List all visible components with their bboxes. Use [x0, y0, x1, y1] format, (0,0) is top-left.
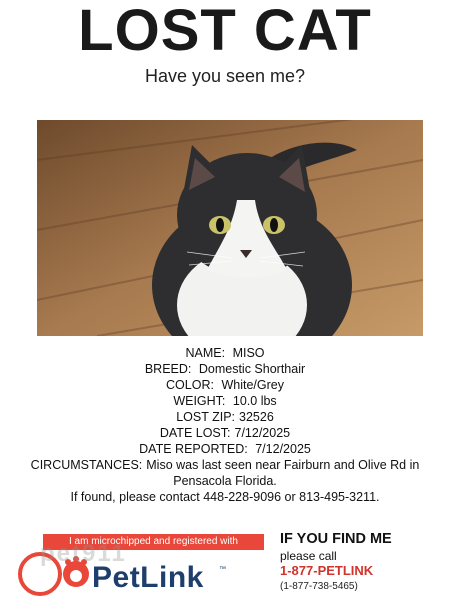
petlink-phone-numeric: (1-877-738-5465) [280, 581, 358, 592]
pet911-watermark: pet911 [40, 540, 127, 567]
find-me-call: please call [280, 549, 337, 563]
pet-details [20, 345, 430, 489]
microchip-banner: I am microchipped and registered with [43, 534, 264, 550]
cat-photo [37, 120, 423, 336]
detail-name: NAME: MISO [185, 346, 265, 360]
detail-color: COLOR: White/Grey [166, 378, 284, 392]
detail-circumstances: CIRCUMSTANCES: Miso was last seen near Fairburn and Olive Rd in Pensacola Florida. [30, 458, 420, 488]
detail-weight: WEIGHT: 10.0 lbs [173, 394, 277, 408]
poster-title: LOST CAT [78, 0, 372, 63]
detail-date-lost: DATE LOST: 7/12/2025 [159, 426, 291, 440]
petlink-wordmark: PetLink [92, 561, 204, 594]
contact-info: If found, please contact 448-228-9096 or 813-495-3211. [70, 490, 380, 504]
petlink-phone[interactable]: 1-877-PETLINK [280, 563, 374, 578]
trademark-mark: ™ [219, 566, 226, 573]
find-me-heading: IF YOU FIND ME [280, 531, 392, 547]
detail-zip: LOST ZIP: 32526 [176, 410, 274, 424]
detail-date-reported: DATE REPORTED: 7/12/2025 [139, 442, 311, 456]
detail-breed: BREED: Domestic Shorthair [144, 362, 306, 376]
poster-subtitle: Have you seen me? [144, 66, 306, 86]
